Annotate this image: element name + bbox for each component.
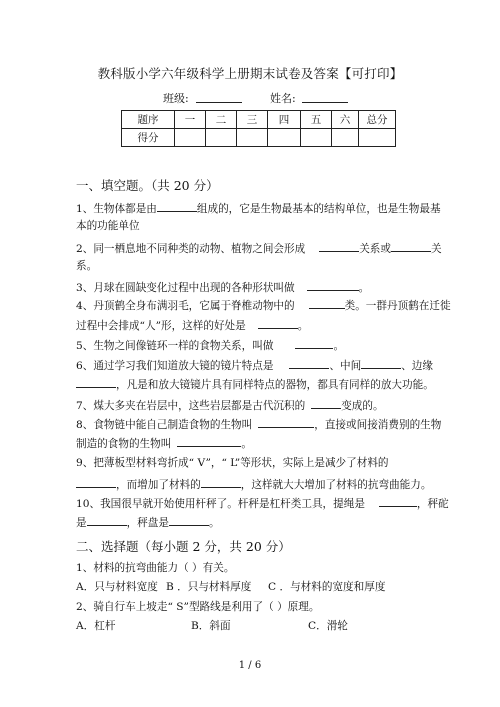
answer-blank[interactable] (177, 435, 241, 447)
answer-blank[interactable] (295, 337, 333, 349)
table-cell: 六 (332, 111, 359, 129)
table-cell: 三 (237, 111, 268, 129)
answer-blank[interactable] (76, 376, 116, 388)
question-text: 、中间 (329, 360, 362, 372)
question-text: 1、生物体都是由 (76, 203, 157, 215)
question-text: 系。 (76, 260, 98, 272)
option-c[interactable]: C ．与材料的宽度和厚度 (268, 581, 386, 593)
question-text: 4、丹顶鹤全身布满羽毛，它属于脊椎动物中的 (76, 300, 295, 312)
score-cell[interactable] (268, 129, 301, 147)
question-line (76, 476, 431, 492)
question-text: 本的功能单位 (76, 220, 140, 232)
score-cell[interactable] (332, 129, 359, 147)
question-text: 关 (431, 243, 442, 255)
question-text: 7、煤大多夹在岩层中，这些岩层都是古代沉积的 (76, 400, 306, 412)
question-line: 1、材料的抗弯曲能力（ ）有关。 (76, 562, 235, 574)
answer-blank[interactable] (157, 200, 197, 212)
answer-blank[interactable] (76, 476, 116, 488)
score-cell[interactable] (206, 129, 237, 147)
option-b[interactable]: B．斜面 (191, 620, 231, 632)
question-line (76, 297, 451, 313)
question-line (76, 279, 369, 295)
question-text: 变成的。 (341, 400, 384, 412)
page-title: 教科版小学六年级科学上册期末试卷及答案【可打印】 (97, 66, 403, 81)
question-line (76, 376, 434, 392)
page-number: 1 / 6 (238, 660, 262, 671)
name-label: 姓名: (270, 92, 296, 105)
table-cell: 题序 (122, 111, 175, 129)
answer-blank[interactable] (319, 240, 359, 252)
question-text: ，而增加了材料的 (116, 479, 201, 491)
question-text: 组成的，它是生物最基本的结构单位，也是生物最基 (196, 203, 441, 215)
question-line (76, 240, 442, 256)
question-line (76, 514, 220, 530)
question-text: 类。一群丹顶鹤在迁徙 (344, 300, 451, 312)
question-text: ，秤砣 (416, 498, 449, 510)
question-line: 2、骑自行车上坡走“ S”型路线是利用了（ ）原理。 (76, 601, 320, 613)
section-heading: 二、选择题（每小题 2 分，共 20 分） (76, 539, 291, 554)
question-text: 3、月球在圆缺变化过程中出现的各种形状叫做 (76, 282, 295, 294)
table-cell: 一 (175, 111, 206, 129)
answer-blank[interactable] (258, 416, 314, 428)
option-b[interactable]: B ．只与材料厚度 (166, 581, 252, 593)
score-cell[interactable] (301, 129, 332, 147)
question-text: ，直接或间接消费别的生物 (314, 419, 442, 431)
question-text: 。 (241, 438, 252, 450)
question-text: 。 (297, 320, 309, 332)
answer-blank[interactable] (201, 476, 241, 488)
question-line (76, 219, 140, 233)
question-text: 2、同一栖息地不同种类的动物、植物之间会形成 (76, 243, 306, 255)
question-text: 关系或 (359, 243, 391, 255)
score-table (121, 110, 396, 147)
question-line (76, 357, 433, 373)
question-text: ，秤盘是 (126, 517, 169, 529)
question-text: 8、食物链中能自己制造食物的生物叫 (76, 419, 253, 431)
answer-blank[interactable] (309, 297, 345, 309)
answer-blank[interactable] (169, 514, 209, 526)
answer-blank[interactable] (361, 357, 401, 369)
table-cell: 得分 (122, 129, 175, 147)
answer-blank[interactable] (289, 357, 329, 369)
question-line (76, 416, 441, 432)
table-cell: 五 (301, 111, 332, 129)
question-text: 。 (208, 517, 220, 529)
question-line (76, 435, 252, 451)
name-field[interactable] (302, 90, 348, 103)
option-a[interactable]: A．只与材料宽度 (76, 581, 158, 593)
table-row (122, 129, 396, 147)
question-line (76, 495, 449, 511)
question-text: ，凡是和放大镜镜片具有同样特点的器物，都具有同样的放大功能。 (116, 379, 434, 391)
question-text: 9、把薄板型材料弯折成“ V”，“ L”等形状，实际上是减少了材料的 (76, 457, 389, 469)
class-label: 班级: (163, 92, 189, 105)
answer-blank[interactable] (87, 514, 127, 526)
score-cell[interactable] (237, 129, 268, 147)
question-text: 10、我国很早就开始使用杆秤了。杆秤是杠杆类工具，提绳是 (76, 498, 365, 510)
question-line (76, 456, 389, 470)
question-line (76, 317, 308, 333)
question-text: 。 (358, 282, 370, 294)
question-text: 。 (333, 340, 345, 352)
question-text: 制造的食物的生物叫 (76, 438, 172, 450)
question-line (76, 259, 97, 273)
question-line (76, 337, 344, 353)
table-cell: 总分 (359, 111, 396, 129)
answer-blank[interactable] (311, 397, 341, 409)
table-row (122, 111, 396, 129)
question-text: 、边缘 (401, 360, 433, 372)
answer-blank[interactable] (391, 240, 431, 252)
question-line (76, 200, 441, 216)
section-heading: 一、填空题。（共 20 分） (76, 178, 219, 193)
question-text: 5、生物之间像链环一样的食物关系，叫做 (76, 340, 274, 352)
answer-blank[interactable] (258, 317, 298, 329)
question-text: 过程中会排成“人”形，这样的好处是 (76, 320, 246, 332)
table-cell: 四 (268, 111, 301, 129)
table-cell: 二 (206, 111, 237, 129)
answer-blank[interactable] (379, 495, 417, 507)
score-cell[interactable] (175, 129, 206, 147)
class-field[interactable] (196, 90, 242, 103)
score-cell[interactable] (359, 129, 396, 147)
answer-blank[interactable] (307, 279, 359, 291)
option-a[interactable]: A．杠杆 (76, 620, 116, 632)
option-c[interactable]: C．滑轮 (308, 620, 348, 632)
question-line (76, 397, 384, 413)
question-text: 6、通过学习我们知道放大镜的镜片特点是 (76, 360, 274, 372)
question-text: ，这样就大大增加了材料的抗弯曲能力。 (240, 479, 432, 491)
question-text: 是 (76, 517, 87, 529)
